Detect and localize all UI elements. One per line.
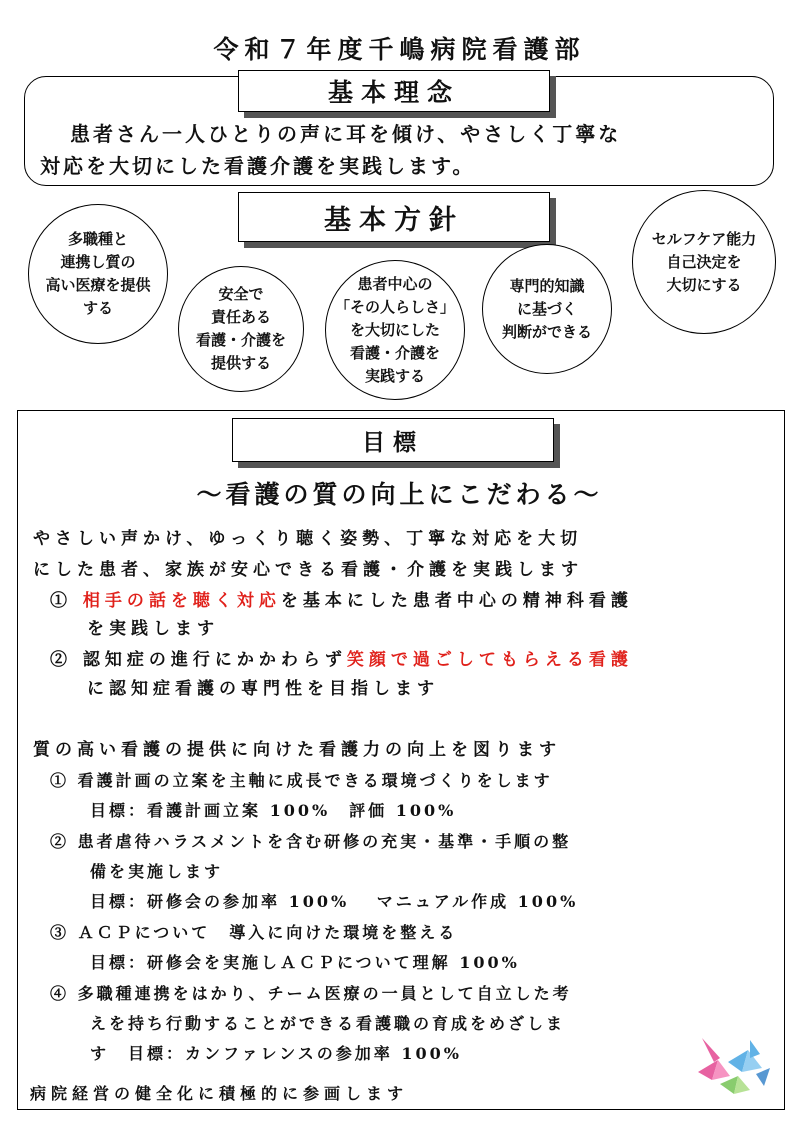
sub-goal-2-line-3: 目標：研修会の参加率 100% マニュアル作成 100% (90, 892, 579, 911)
policy-circle-5: セルフケア能力 自己決定を 大切にする (632, 190, 776, 334)
page-title: 令和７年度千嶋病院看護部 (213, 35, 586, 64)
sub-goal-1-line-1: ① 看護計画の立案を主軸に成長できる環境づくりをします (50, 771, 553, 790)
goal-item-2 (50, 648, 633, 672)
section2-title: 質の高い看護の提供に向けた看護力の向上を図ります (33, 740, 561, 760)
goals-heading: 目標 (232, 418, 554, 462)
goal-item-2-number: ② (50, 650, 72, 670)
philosophy-line-1: 患者さん一人ひとりの声に耳を傾け、やさしく丁寧な (70, 122, 622, 146)
footer-line: 病院経営の健全化に積極的に参画します (30, 1084, 409, 1103)
philosophy-heading: 基本理念 (238, 70, 550, 112)
policy-circle-3: 患者中心の 「その人らしさ」 を大切にした 看護・介護を 実践する (325, 260, 465, 400)
goal-item-2-highlight: 笑顔で過ごしてもらえる看護 (346, 650, 633, 670)
policy-circle-4: 専門的知識 に基づく 判断ができる (482, 244, 612, 374)
policy-circle-1: 多職種と 連携し質の 高い医療を提供 する (28, 204, 168, 344)
sub-goal-4-line-3: す 目標：カンファレンスの参加率 100% (90, 1044, 462, 1063)
intro-line-1: やさしい声かけ、ゆっくり聴く姿勢、丁寧な対応を大切 (33, 529, 583, 549)
policy-heading: 基本方針 (238, 192, 550, 242)
paper-cranes-icon (690, 1032, 775, 1102)
sub-goal-4-line-2: えを持ち行動することができる看護職の育成をめざしま (90, 1014, 566, 1033)
goals-slogan: ～看護の質の向上にこだわる～ (196, 480, 603, 509)
intro-line-2: にした患者、家族が安心できる看護・介護を実践します (33, 560, 583, 580)
philosophy-text (40, 118, 780, 182)
sub-goal-3-line-1: ③ ＡＣＰについて 導入に向けた環境を整える (50, 923, 458, 942)
goal-item-1-text: を基本にした患者中心の精神科看護 (280, 591, 633, 611)
sub-goal-3-line-2: 目標：研修会を実施しＡＣＰについて理解 100% (90, 953, 520, 972)
goal-item-1 (50, 589, 633, 613)
sub-goal-1-line-2: 目標：看護計画立案 100% 評価 100% (90, 801, 457, 820)
sub-goal-4-line-1: ④ 多職種連携をはかり、チーム医療の一員として自立した考 (50, 984, 572, 1003)
goal-item-1-highlight: 相手の話を聴く対応 (82, 591, 281, 611)
goal-item-2-line-2: に認知症看護の専門性を目指します (87, 679, 439, 699)
goal-item-2-text: 認知症の進行にかかわらず (82, 650, 347, 670)
policy-circle-2: 安全で 責任ある 看護・介護を 提供する (178, 266, 304, 392)
sub-goal-2-line-1: ② 患者虐待ハラスメントを含む研修の充実・基準・手順の整 (50, 832, 572, 851)
goal-item-1-number: ① (50, 591, 72, 611)
sub-goal-2-line-2: 備を実施します (90, 862, 224, 881)
goal-item-1-line-2: を実践します (87, 619, 219, 639)
philosophy-line-2: 対応を大切にした看護介護を実践します。 (40, 154, 476, 178)
